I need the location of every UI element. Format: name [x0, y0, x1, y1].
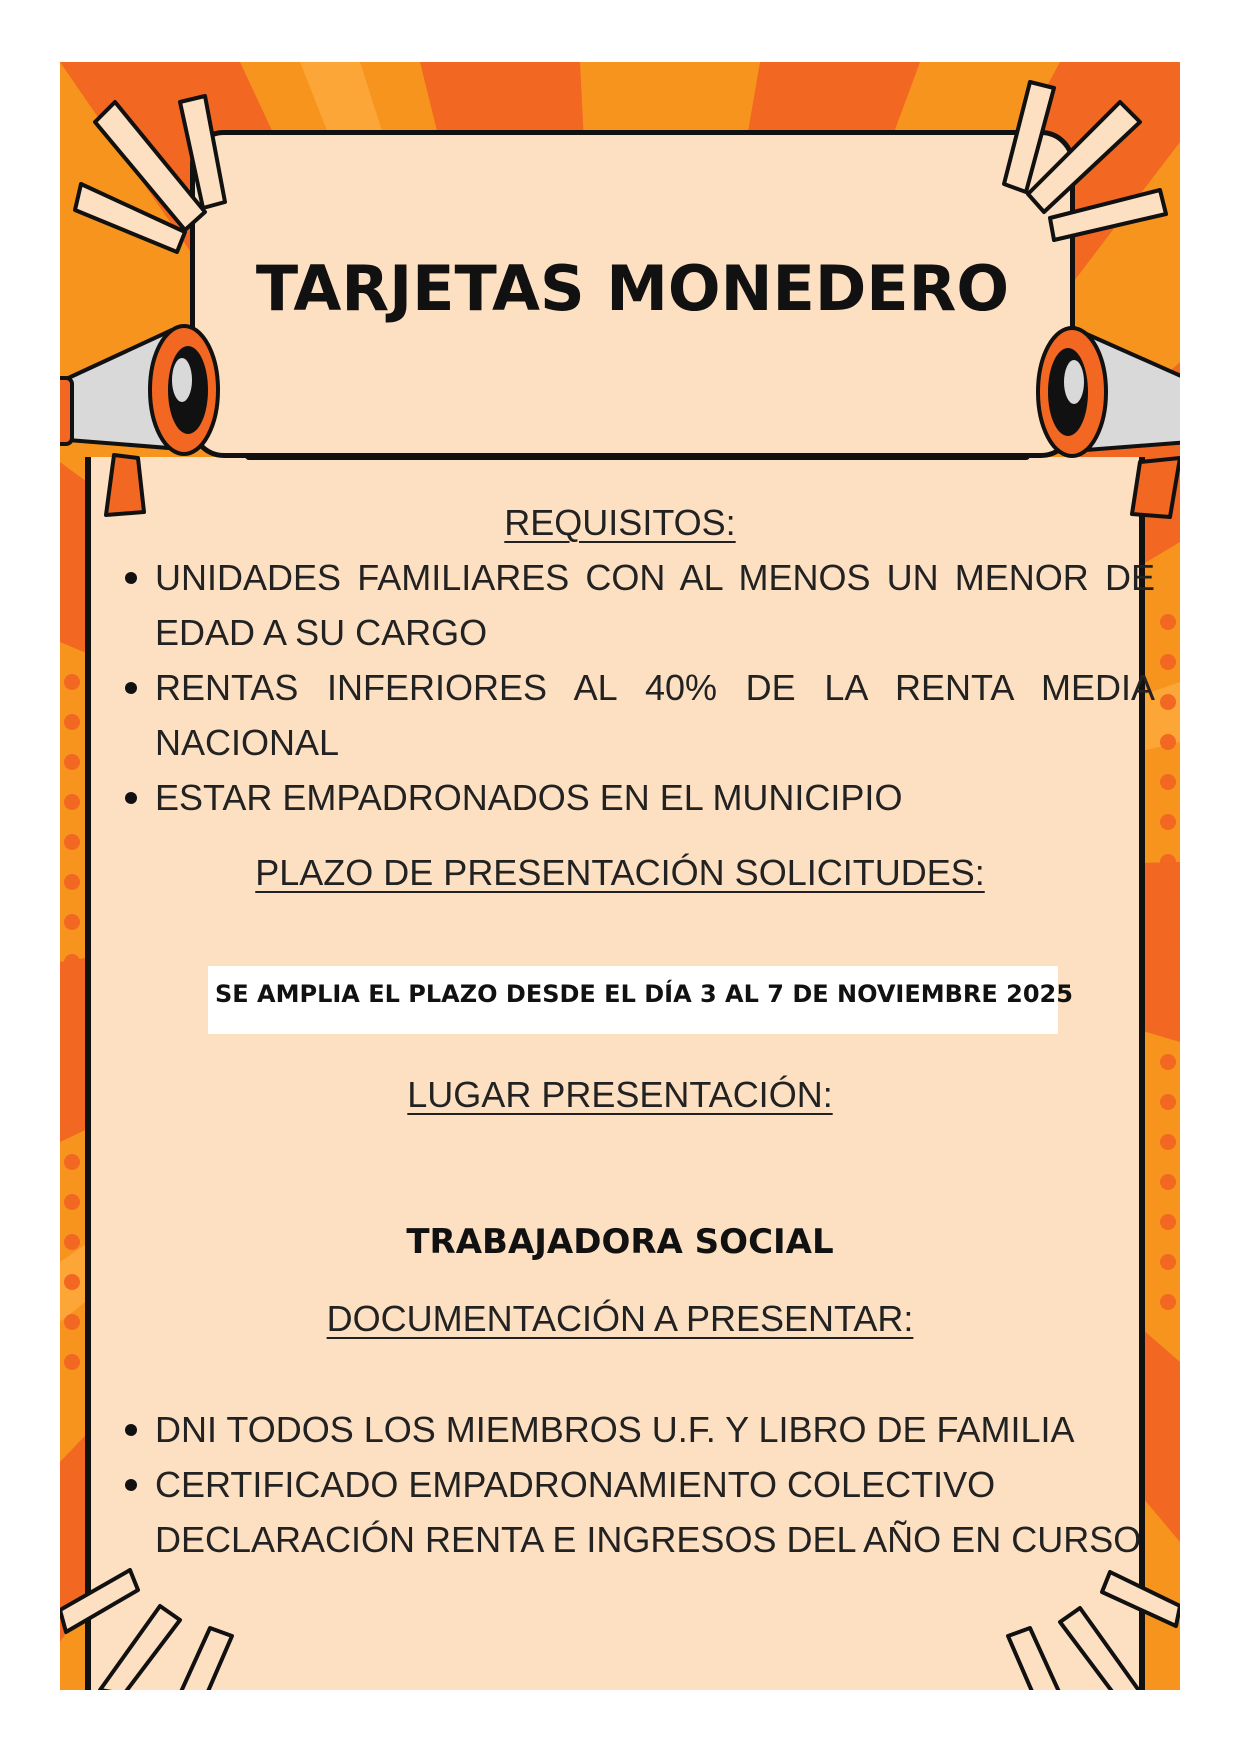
- burst-rays-top-right-icon: [990, 72, 1180, 272]
- megaphone-right-icon: [1020, 302, 1180, 532]
- place-value: TRABAJADORA SOCIAL: [406, 1222, 834, 1262]
- bullet-icon: [125, 682, 137, 694]
- requirements-heading: REQUISITOS:: [504, 502, 736, 543]
- bullet-icon: [125, 792, 137, 804]
- list-item: DNI TODOS LOS MIEMBROS U.F. Y LIBRO DE FAMILIA: [155, 1402, 1155, 1457]
- deadline-heading: PLAZO DE PRESENTACIÓN SOLICITUDES:: [255, 852, 985, 893]
- bullet-icon: [125, 1424, 137, 1436]
- list-item: CERTIFICADO EMPADRONAMIENTO COLECTIVO: [155, 1457, 1155, 1512]
- poster-title: TARJETAS MONEDERO: [255, 252, 1010, 325]
- documents-heading: DOCUMENTACIÓN A PRESENTAR:: [326, 1298, 914, 1339]
- bullet-icon: [125, 1479, 137, 1491]
- burst-rays-bottom-left-icon: [60, 1562, 260, 1690]
- bullet-icon: [125, 572, 137, 584]
- documents-list: [155, 1402, 1155, 1567]
- deadline-note: SE AMPLIA EL PLAZO DESDE EL DÍA 3 AL 7 DE NOVIEMBRE 2025: [215, 980, 1073, 1008]
- list-item: RENTAS INFERIORES AL 40% DE LA RENTA MEDIA NACIONAL: [155, 660, 1155, 770]
- list-item: UNIDADES FAMILIARES CON AL MENOS UN MENOR DE EDAD A SU CARGO: [155, 550, 1155, 660]
- list-item: ESTAR EMPADRONADOS EN EL MUNICIPIO: [155, 770, 1155, 825]
- poster: [60, 62, 1180, 1690]
- place-heading: LUGAR PRESENTACIÓN:: [407, 1074, 833, 1115]
- burst-rays-bottom-right-icon: [980, 1562, 1180, 1690]
- list-item: DECLARACIÓN RENTA E INGRESOS DEL AÑO EN CURSO: [155, 1519, 1142, 1560]
- requirements-list: [155, 550, 1155, 825]
- megaphone-left-icon: [60, 300, 244, 530]
